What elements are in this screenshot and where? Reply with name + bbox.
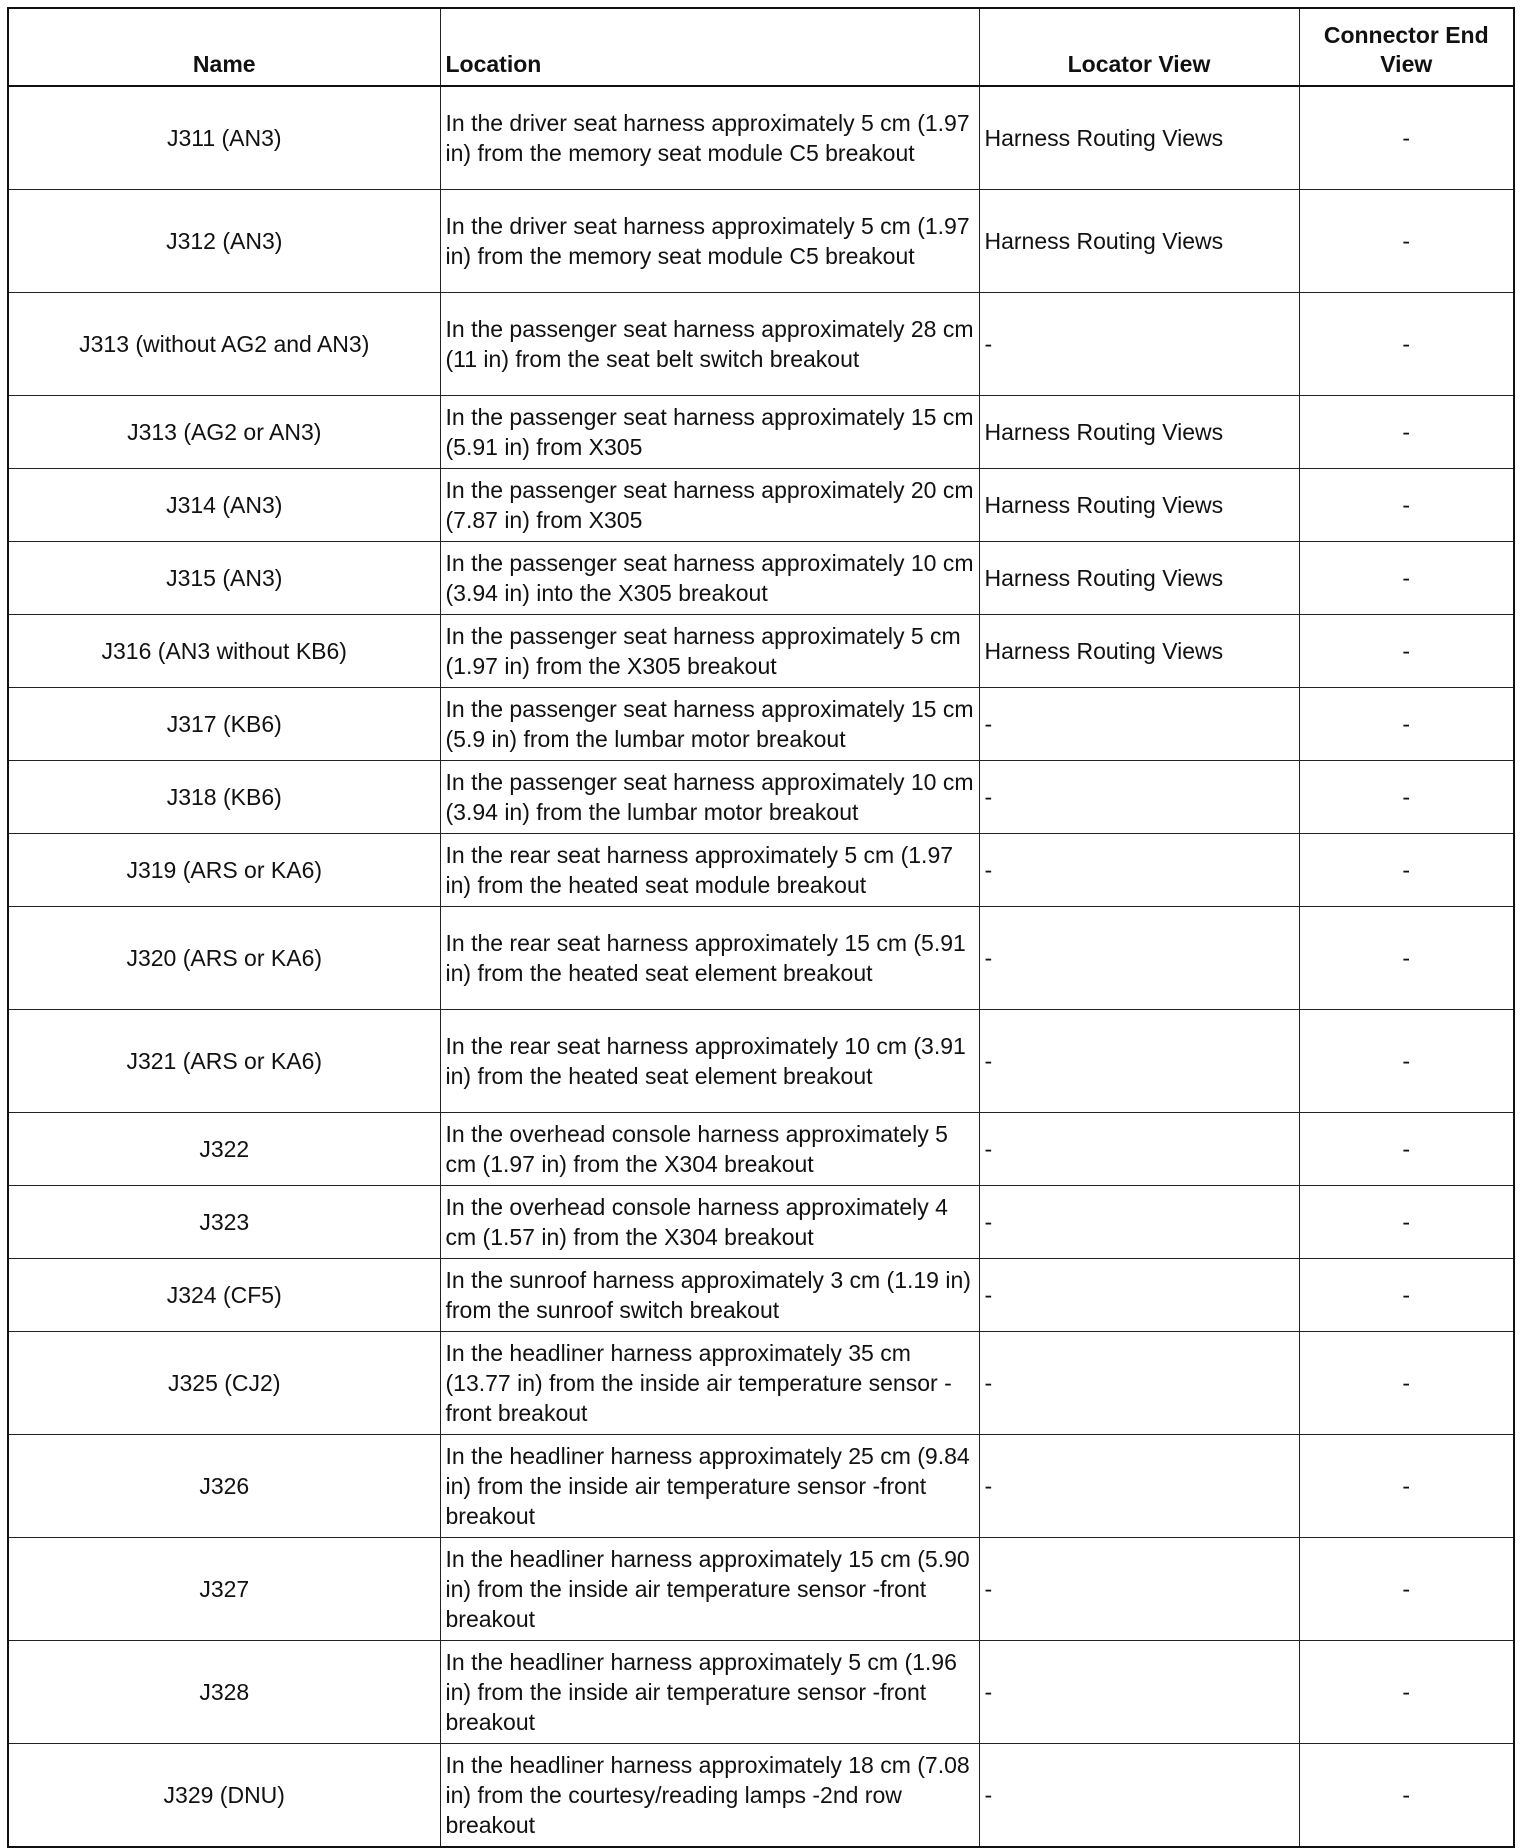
cell-location: In the passenger seat harness approximately 10 cm (3.94 in) into the X305 breakout: [440, 542, 979, 615]
cell-name: J319 (ARS or KA6): [8, 834, 440, 907]
cell-name: J324 (CF5): [8, 1259, 440, 1332]
cell-name: J321 (ARS or KA6): [8, 1010, 440, 1113]
cell-connector-end-view: -: [1299, 1332, 1514, 1435]
cell-name: J322: [8, 1113, 440, 1186]
cell-name: J320 (ARS or KA6): [8, 907, 440, 1010]
cell-name: J325 (CJ2): [8, 1332, 440, 1435]
cell-connector-end-view: -: [1299, 1259, 1514, 1332]
table-row: [8, 1186, 1514, 1259]
cell-connector-end-view: -: [1299, 542, 1514, 615]
cell-name: J317 (KB6): [8, 688, 440, 761]
cell-locator-view: -: [979, 1538, 1299, 1641]
header-locator-view: Locator View: [979, 8, 1299, 86]
cell-connector-end-view: -: [1299, 396, 1514, 469]
table-row: [8, 1113, 1514, 1186]
table-row: [8, 1641, 1514, 1744]
header-row: [8, 8, 1514, 86]
cell-locator-view: -: [979, 688, 1299, 761]
cell-connector-end-view: -: [1299, 688, 1514, 761]
cell-locator-view: -: [979, 1186, 1299, 1259]
cell-location: In the passenger seat harness approximately 15 cm (5.91 in) from X305: [440, 396, 979, 469]
cell-location: In the headliner harness approximately 35 cm (13.77 in) from the inside air temperature sensor -front breakout: [440, 1332, 979, 1435]
cell-location: In the rear seat harness approximately 15 cm (5.91 in) from the heated seat element breakout: [440, 907, 979, 1010]
cell-locator-view: -: [979, 1332, 1299, 1435]
cell-connector-end-view: -: [1299, 1010, 1514, 1113]
table-row: [8, 1435, 1514, 1538]
table-row: [8, 1010, 1514, 1113]
cell-locator-view: -: [979, 1641, 1299, 1744]
table-row: [8, 761, 1514, 834]
table-row: [8, 688, 1514, 761]
cell-location: In the passenger seat harness approximately 28 cm (11 in) from the seat belt switch breakout: [440, 293, 979, 396]
cell-connector-end-view: -: [1299, 1186, 1514, 1259]
cell-locator-view: -: [979, 1259, 1299, 1332]
cell-name: J313 (AG2 or AN3): [8, 396, 440, 469]
cell-connector-end-view: -: [1299, 469, 1514, 542]
cell-locator-view[interactable]: Harness Routing Views: [979, 469, 1299, 542]
cell-location: In the headliner harness approximately 25 cm (9.84 in) from the inside air temperature sensor -front breakout: [440, 1435, 979, 1538]
cell-name: J312 (AN3): [8, 190, 440, 293]
cell-location: In the headliner harness approximately 15 cm (5.90 in) from the inside air temperature sensor -front breakout: [440, 1538, 979, 1641]
cell-locator-view: -: [979, 1435, 1299, 1538]
cell-name: J314 (AN3): [8, 469, 440, 542]
cell-connector-end-view: -: [1299, 1641, 1514, 1744]
table-row: [8, 542, 1514, 615]
splice-location-table: [7, 7, 1515, 1848]
cell-connector-end-view: -: [1299, 1538, 1514, 1641]
header-name: Name: [8, 8, 440, 86]
header-connector-end-view: Connector End View: [1299, 8, 1514, 86]
cell-connector-end-view: -: [1299, 834, 1514, 907]
cell-location: In the overhead console harness approximately 4 cm (1.57 in) from the X304 breakout: [440, 1186, 979, 1259]
cell-location: In the passenger seat harness approximately 20 cm (7.87 in) from X305: [440, 469, 979, 542]
splice-location-document: [7, 7, 1513, 1848]
table-row: [8, 1538, 1514, 1641]
cell-connector-end-view: -: [1299, 1435, 1514, 1538]
cell-locator-view: -: [979, 834, 1299, 907]
cell-locator-view[interactable]: Harness Routing Views: [979, 190, 1299, 293]
cell-connector-end-view: -: [1299, 293, 1514, 396]
cell-connector-end-view: -: [1299, 761, 1514, 834]
header-location: Location: [440, 8, 979, 86]
cell-locator-view: -: [979, 1010, 1299, 1113]
table-body: [8, 86, 1514, 1847]
cell-locator-view[interactable]: Harness Routing Views: [979, 615, 1299, 688]
cell-location: In the passenger seat harness approximately 10 cm (3.94 in) from the lumbar motor breakout: [440, 761, 979, 834]
cell-name: J318 (KB6): [8, 761, 440, 834]
cell-locator-view[interactable]: Harness Routing Views: [979, 542, 1299, 615]
cell-name: J315 (AN3): [8, 542, 440, 615]
cell-location: In the rear seat harness approximately 10 cm (3.91 in) from the heated seat element breakout: [440, 1010, 979, 1113]
cell-location: In the passenger seat harness approximately 5 cm (1.97 in) from the X305 breakout: [440, 615, 979, 688]
cell-locator-view: -: [979, 907, 1299, 1010]
cell-connector-end-view: -: [1299, 615, 1514, 688]
cell-name: J328: [8, 1641, 440, 1744]
table-row: [8, 190, 1514, 293]
cell-location: In the headliner harness approximately 18 cm (7.08 in) from the courtesy/reading lamps -2nd row breakout: [440, 1744, 979, 1848]
table-row: [8, 615, 1514, 688]
cell-connector-end-view: -: [1299, 86, 1514, 190]
table-row: [8, 1744, 1514, 1848]
cell-locator-view: -: [979, 1744, 1299, 1848]
table-row: [8, 907, 1514, 1010]
table-row: [8, 293, 1514, 396]
table-row: [8, 86, 1514, 190]
table-row: [8, 396, 1514, 469]
cell-connector-end-view: -: [1299, 907, 1514, 1010]
cell-location: In the passenger seat harness approximately 15 cm (5.9 in) from the lumbar motor breakout: [440, 688, 979, 761]
table-header: [8, 8, 1514, 86]
cell-name: J323: [8, 1186, 440, 1259]
cell-locator-view: -: [979, 761, 1299, 834]
cell-name: J326: [8, 1435, 440, 1538]
cell-location: In the rear seat harness approximately 5 cm (1.97 in) from the heated seat module breakout: [440, 834, 979, 907]
cell-name: J311 (AN3): [8, 86, 440, 190]
cell-name: J329 (DNU): [8, 1744, 440, 1848]
cell-locator-view: -: [979, 1113, 1299, 1186]
cell-location: In the driver seat harness approximately 5 cm (1.97 in) from the memory seat module C5 breakout: [440, 190, 979, 293]
cell-locator-view[interactable]: Harness Routing Views: [979, 396, 1299, 469]
cell-name: J327: [8, 1538, 440, 1641]
cell-connector-end-view: -: [1299, 1744, 1514, 1848]
table-row: [8, 1332, 1514, 1435]
cell-locator-view: -: [979, 293, 1299, 396]
cell-location: In the headliner harness approximately 5 cm (1.96 in) from the inside air temperature sensor -front breakout: [440, 1641, 979, 1744]
cell-location: In the overhead console harness approximately 5 cm (1.97 in) from the X304 breakout: [440, 1113, 979, 1186]
cell-location: In the sunroof harness approximately 3 cm (1.19 in) from the sunroof switch breakout: [440, 1259, 979, 1332]
cell-location: In the driver seat harness approximately 5 cm (1.97 in) from the memory seat module C5 breakout: [440, 86, 979, 190]
table-row: [8, 469, 1514, 542]
cell-connector-end-view: -: [1299, 190, 1514, 293]
table-row: [8, 834, 1514, 907]
table-row: [8, 1259, 1514, 1332]
cell-name: J313 (without AG2 and AN3): [8, 293, 440, 396]
cell-name: J316 (AN3 without KB6): [8, 615, 440, 688]
cell-connector-end-view: -: [1299, 1113, 1514, 1186]
cell-locator-view[interactable]: Harness Routing Views: [979, 86, 1299, 190]
